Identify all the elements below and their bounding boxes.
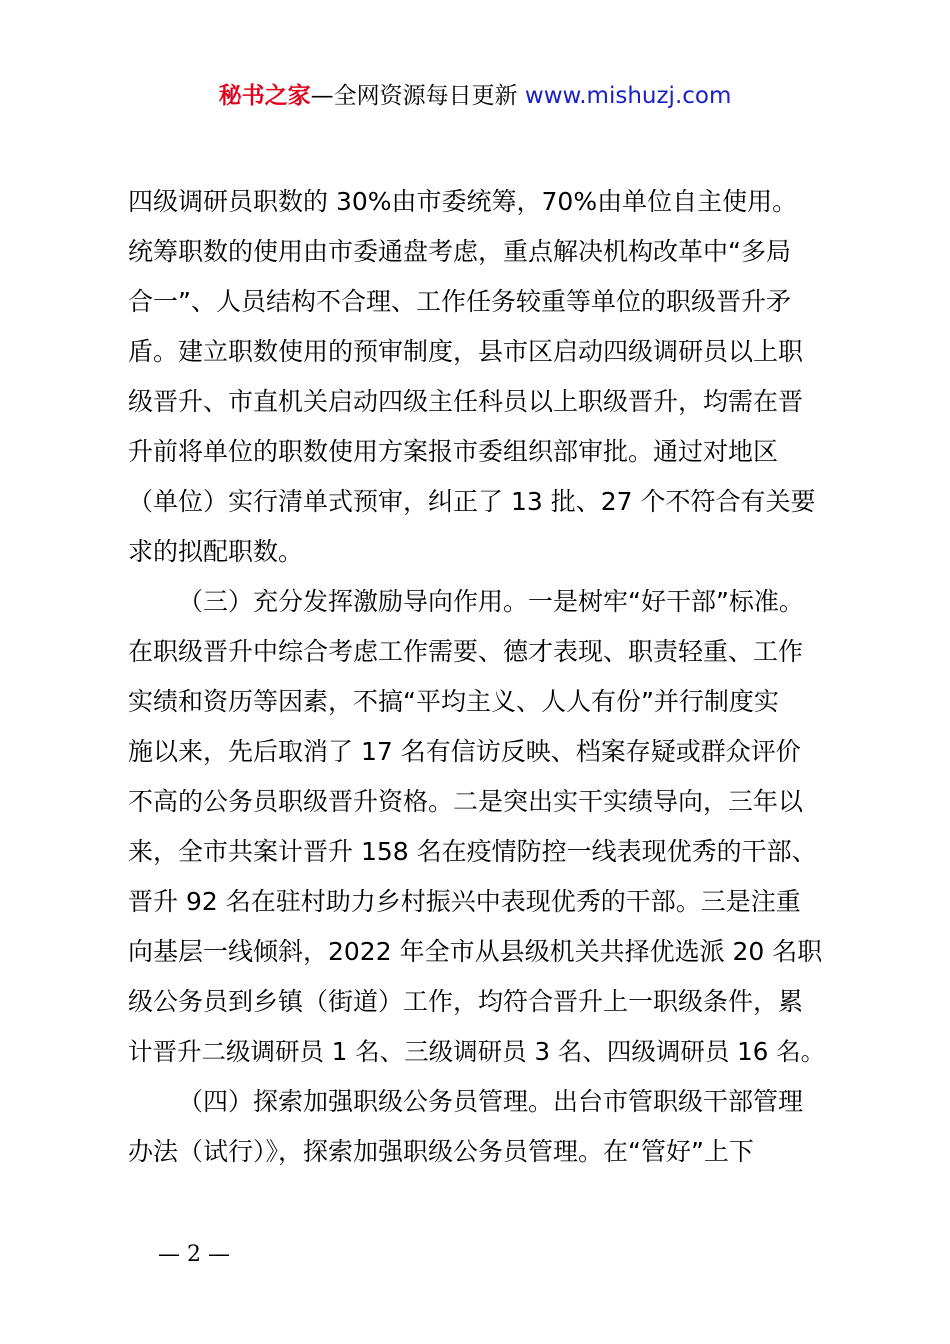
body-line: 施以来，先后取消了 17 名有信访反映、档案存疑或群众评价 [128, 737, 801, 766]
body-line: 实绩和资历等因素，不搞“平均主义、人人有份”并行制度实 [128, 687, 779, 716]
body-line: 在职级晋升中综合考虑工作需要、德才表现、职责轻重、工作 [128, 637, 804, 666]
body-line: 不高的公务员职级晋升资格。二是突出实干实绩导向，三年以 [128, 787, 804, 816]
body-line: 级晋升、市直机关启动四级主任科员以上职级晋升，均需在晋 [128, 387, 804, 416]
section-heading-line: （四）探索加强职级公务员管理。出台市管职级干部管理 [178, 1087, 804, 1116]
section-heading-line: （三）充分发挥激励导向作用。一是树牢“好干部”标准。 [178, 587, 804, 616]
body-line: 晋升 92 名在驻村助力乡村振兴中表现优秀的干部。三是注重 [128, 887, 801, 916]
body-line: 四级调研员职数的 30%由市委统筹，70%由单位自主使用。 [128, 187, 798, 216]
body-line: 级公务员到乡镇（街道）工作，均符合晋升上一职级条件，累 [128, 987, 804, 1016]
page-number: — 2 — [158, 1242, 230, 1267]
document-body [128, 177, 838, 1177]
banner-slogan: —全网资源每日更新 [310, 83, 518, 109]
body-line: 来，全市共案计晋升 158 名在疫情防控一线表现优秀的干部、 [128, 837, 817, 866]
body-line: 求的拟配职数。 [128, 537, 304, 566]
brand-name: 秘书之家 [218, 83, 311, 109]
body-line: （单位）实行清单式预审，纠正了 13 批、27 个不符合有关要 [128, 487, 816, 516]
site-url: www.mishuzj.com [524, 83, 732, 109]
site-banner [0, 80, 950, 112]
body-line: 合一”、人员结构不合理、工作任务较重等单位的职级晋升矛 [128, 287, 791, 316]
body-line: 统筹职数的使用由市委通盘考虑，重点解决机构改革中“多局 [128, 237, 791, 266]
body-line: 计晋升二级调研员 1 名、三级调研员 3 名、四级调研员 16 名。 [128, 1037, 826, 1066]
body-line: 盾。建立职数使用的预审制度，县市区启动四级调研员以上职 [128, 337, 804, 366]
body-line: 办法（试行）》，探索加强职级公务员管理。在“管好”上下 [128, 1137, 754, 1166]
body-line: 升前将单位的职数使用方案报市委组织部审批。通过对地区 [128, 437, 779, 466]
body-line: 向基层一线倾斜，2022 年全市从县级机关共择优选派 20 名职 [128, 937, 823, 966]
